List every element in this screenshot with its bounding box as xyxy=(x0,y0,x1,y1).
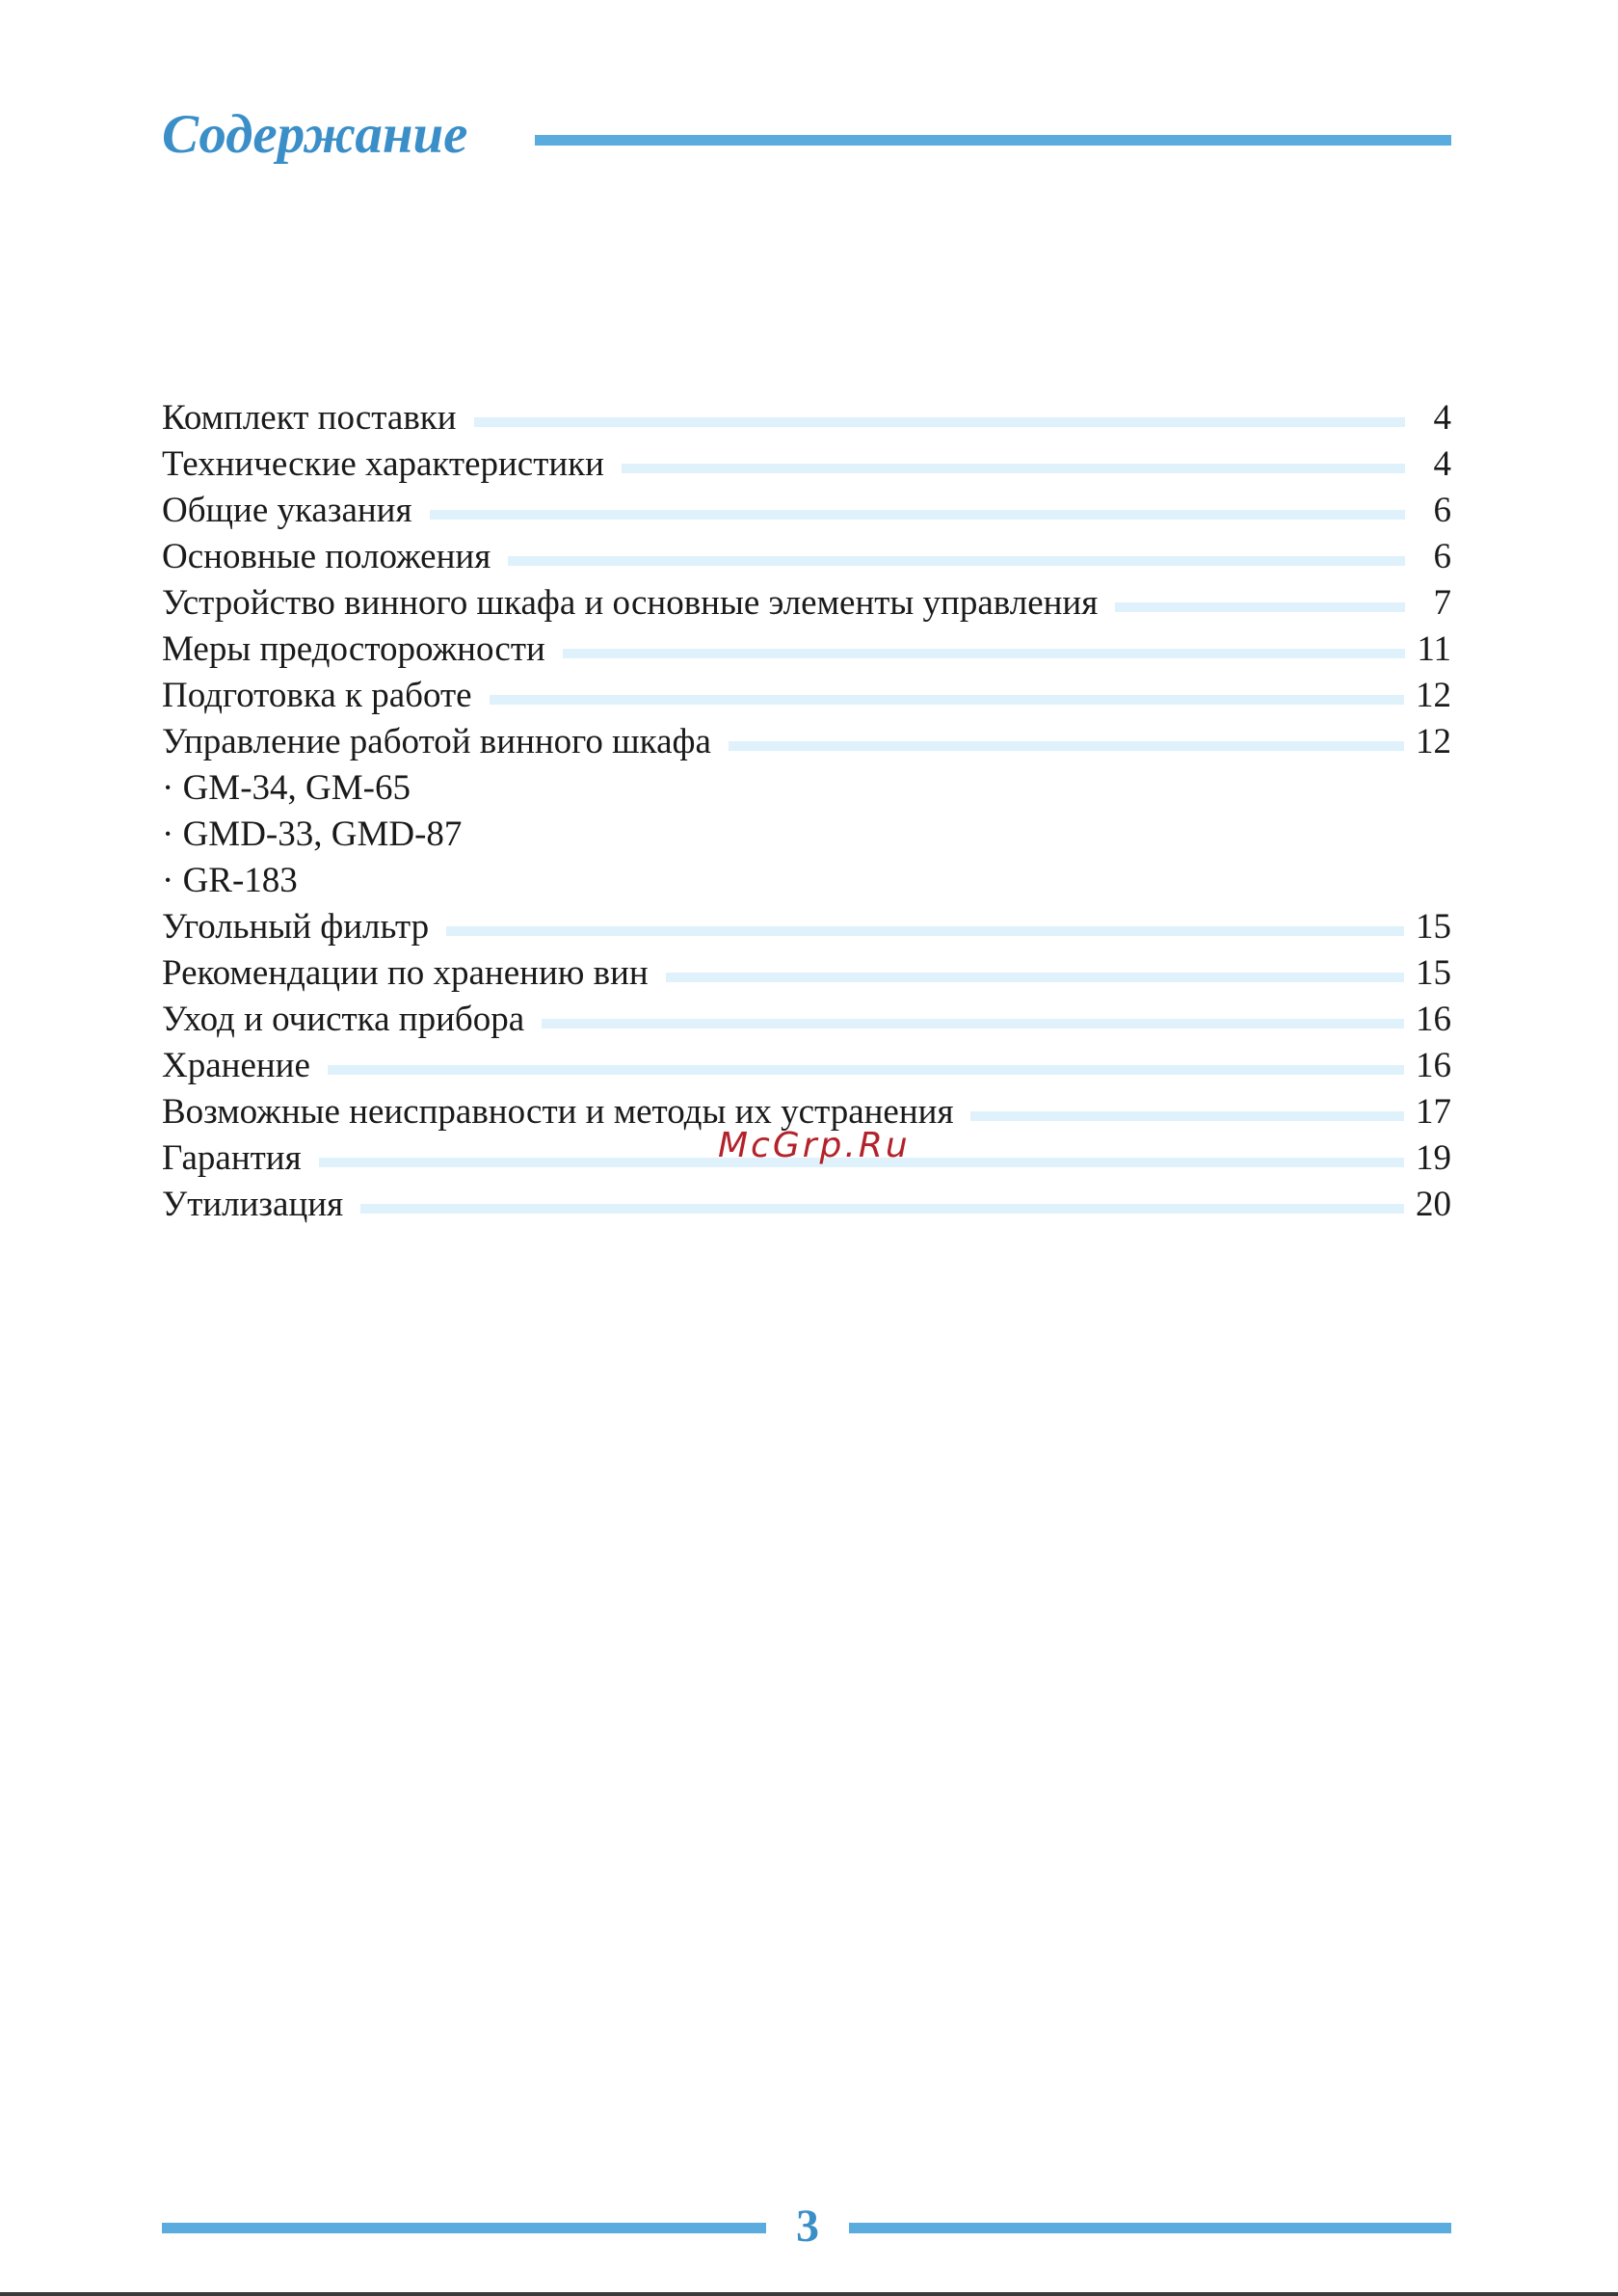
toc-entry-label: · GR-183 xyxy=(162,861,298,900)
toc-entry-operation[interactable] xyxy=(162,719,1451,765)
toc-entry-page: 20 xyxy=(1416,1185,1451,1224)
toc-entry-page: 12 xyxy=(1416,722,1451,761)
toc-leader xyxy=(542,1019,1404,1028)
toc-leader xyxy=(328,1065,1404,1075)
toc-leader xyxy=(490,695,1404,705)
toc-entry-label: Подготовка к работе xyxy=(162,676,472,715)
toc-entry-page: 17 xyxy=(1416,1092,1451,1132)
toc-entry-label: Основные положения xyxy=(162,537,491,576)
toc-entry-page: 6 xyxy=(1433,537,1451,576)
toc-entry-carbon-filter[interactable] xyxy=(162,904,1451,950)
toc-entry-page: 15 xyxy=(1416,953,1451,993)
watermark: McGrp.Ru xyxy=(718,1126,911,1165)
page-footer xyxy=(162,2198,1451,2256)
footer-rule-right xyxy=(849,2223,1451,2233)
toc-leader xyxy=(446,926,1404,936)
toc-entry-label: Хранение xyxy=(162,1046,310,1085)
toc-entry-label: Меры предосторожности xyxy=(162,629,545,669)
toc-leader xyxy=(360,1204,1404,1214)
toc-entry-page: 6 xyxy=(1433,491,1451,530)
toc-entry-page: 4 xyxy=(1433,398,1451,438)
toc-entry-specs[interactable] xyxy=(162,441,1451,488)
toc-entry-storage[interactable] xyxy=(162,1043,1451,1089)
toc-entry-page: 19 xyxy=(1416,1138,1451,1178)
toc-entry-page: 16 xyxy=(1416,1000,1451,1039)
header-rule xyxy=(535,135,1451,146)
toc-leader xyxy=(1115,602,1405,612)
page-header xyxy=(162,96,1451,174)
toc-entry-label: · GM-34, GM-65 xyxy=(162,768,411,808)
toc-entry-general-notes[interactable] xyxy=(162,488,1451,534)
toc-entry-label: Технические характеристики xyxy=(162,444,604,484)
toc-subentry-gmd[interactable] xyxy=(162,812,1451,858)
page-title: Содержание xyxy=(162,104,468,165)
toc-entry-label: Возможные неисправности и методы их устранения xyxy=(162,1092,954,1132)
toc-entry-label: Утилизация xyxy=(162,1185,344,1224)
toc-entry-label: Уход и очистка прибора xyxy=(162,1000,525,1039)
footer-rule-left xyxy=(162,2223,766,2233)
toc-subentry-gr[interactable] xyxy=(162,858,1451,904)
toc-entry-page: 12 xyxy=(1416,676,1451,715)
toc-subentry-gm[interactable] xyxy=(162,765,1451,812)
toc-leader xyxy=(430,510,1405,520)
toc-entry-care-cleaning[interactable] xyxy=(162,997,1451,1043)
toc-leader xyxy=(970,1111,1404,1121)
toc-entry-preparation[interactable] xyxy=(162,673,1451,719)
toc-entry-page: 7 xyxy=(1433,583,1451,623)
toc-entry-label: Управление работой винного шкафа xyxy=(162,722,711,761)
toc-entry-label: · GMD-33, GMD-87 xyxy=(162,814,463,854)
toc-leader xyxy=(474,417,1405,427)
toc-entry-kit[interactable] xyxy=(162,395,1451,441)
toc-entry-label: Комплект поставки xyxy=(162,398,457,438)
toc-leader xyxy=(729,741,1404,751)
toc-leader xyxy=(622,464,1405,473)
toc-entry-basic-provisions[interactable] xyxy=(162,534,1451,580)
bottom-edge-divider xyxy=(0,2292,1618,2296)
toc-leader xyxy=(563,649,1405,658)
toc-entry-wine-storage-tips[interactable] xyxy=(162,950,1451,997)
toc-entry-page: 15 xyxy=(1416,907,1451,947)
toc-entry-label: Общие указания xyxy=(162,491,412,530)
toc-entry-label: Рекомендации по хранению вин xyxy=(162,953,649,993)
toc-entry-label: Гарантия xyxy=(162,1138,302,1178)
toc-entry-label: Угольный фильтр xyxy=(162,907,430,947)
toc-entry-precautions[interactable] xyxy=(162,627,1451,673)
toc-entry-device-controls[interactable] xyxy=(162,580,1451,627)
toc-entry-label: Устройство винного шкафа и основные элементы управления xyxy=(162,583,1099,623)
page-number: 3 xyxy=(796,2201,819,2252)
toc-leader xyxy=(508,556,1405,566)
toc-entry-page: 11 xyxy=(1417,629,1451,669)
toc-leader xyxy=(666,973,1404,982)
table-of-contents xyxy=(162,395,1451,1228)
toc-entry-page: 16 xyxy=(1416,1046,1451,1085)
toc-entry-disposal[interactable] xyxy=(162,1182,1451,1228)
toc-entry-page: 4 xyxy=(1433,444,1451,484)
